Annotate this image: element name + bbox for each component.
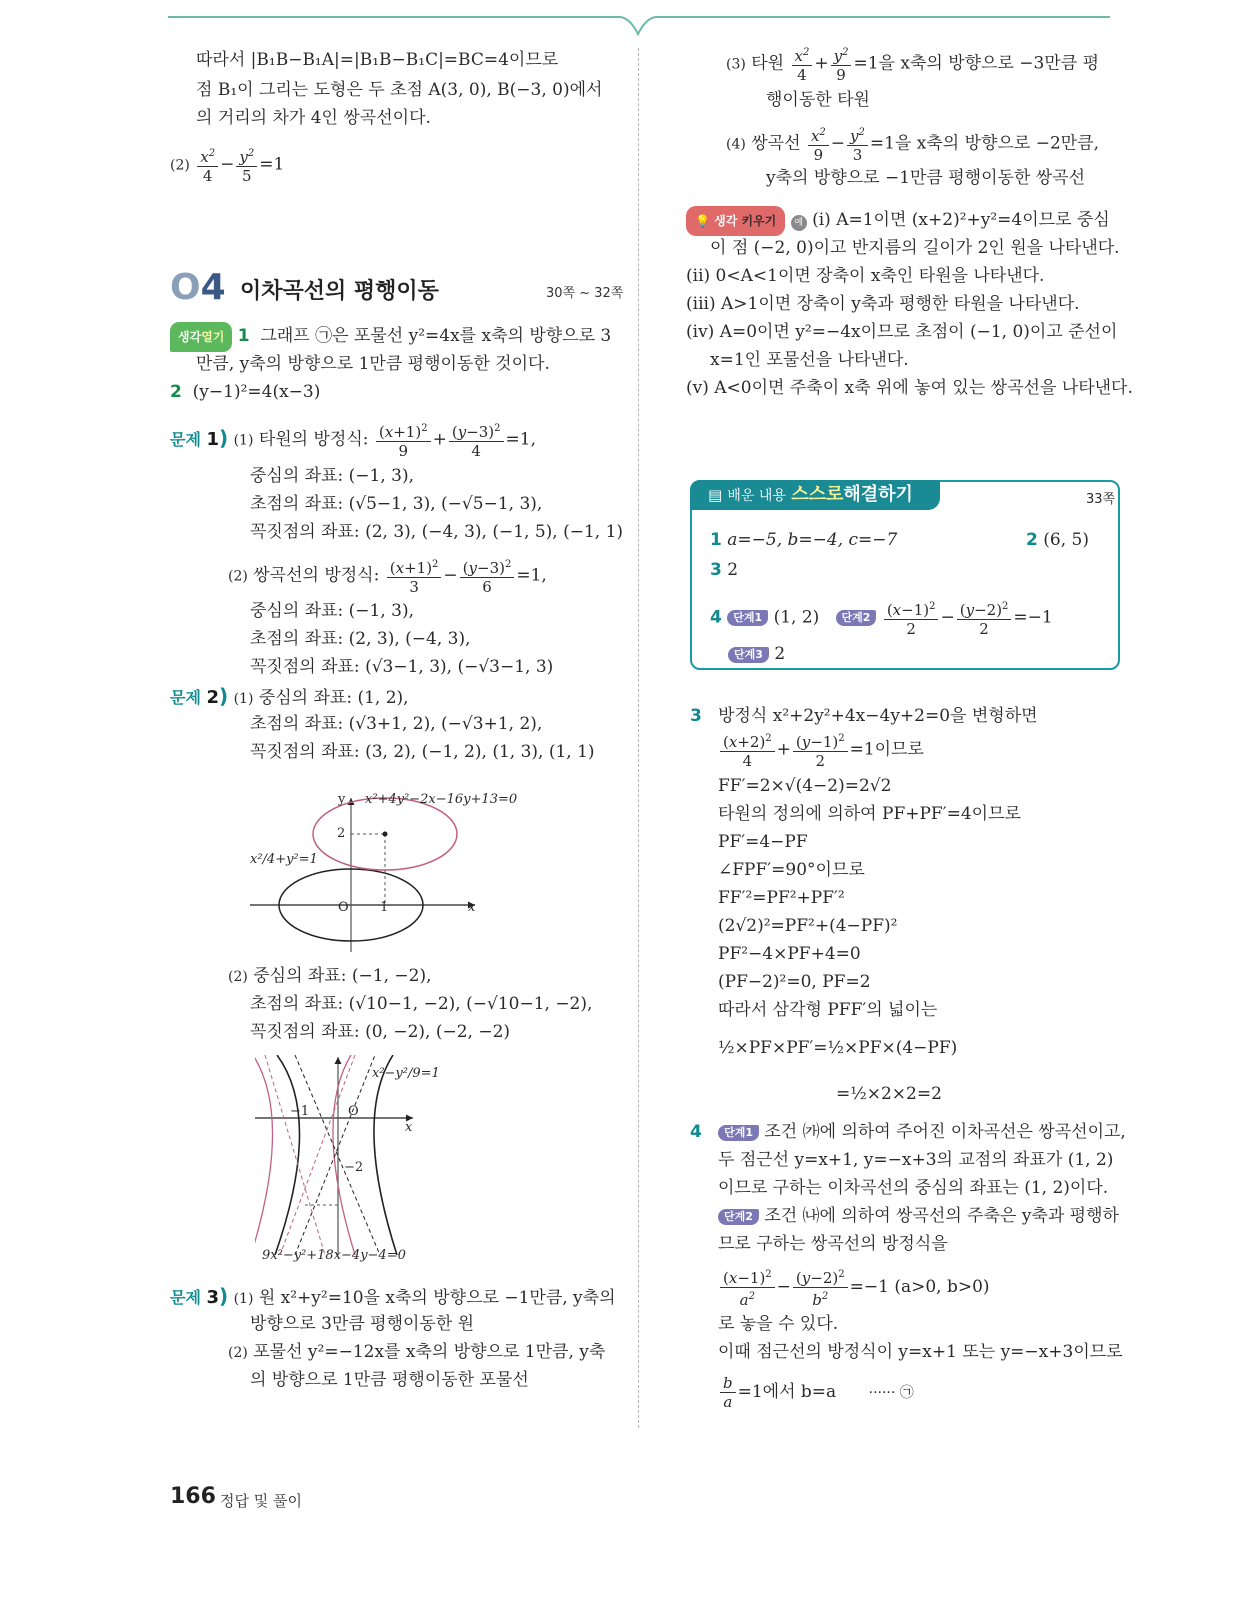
- solution-3-line-5: PF′=4−PF: [718, 832, 808, 852]
- solution-4-line-5: 므로 구하는 쌍곡선의 방정식을: [718, 1234, 948, 1254]
- problem-2-foci: 초점의 좌표: (√3+1, 2), (−√3+1, 2),: [250, 714, 543, 734]
- problem-2-2-foci: 초점의 좌표: (√10−1, −2), (−√10−1, −2),: [250, 994, 593, 1014]
- solution-3-line-13: =½×2×2=2: [836, 1084, 942, 1104]
- solution-4-step-2: 단계2 조건 ㈏에 의하여 쌍곡선의 주축은 y축과 평행하: [718, 1202, 1119, 1230]
- problem-2-vertices: 꼭짓점의 좌표: (3, 2), (−1, 2), (1, 3), (1, 1): [250, 742, 595, 762]
- problem-3-1-cont: 방향으로 3만큼 평행이동한 원: [250, 1314, 475, 1334]
- review-answer-2: 2 (6, 5): [1026, 530, 1089, 550]
- section-pages: 30쪽 ~ 32쪽: [546, 286, 624, 301]
- problem-2-2-center: (2) 중심의 좌표: (−1, −2),: [228, 966, 432, 986]
- think-grow-badge: 💡 생각 키우기: [686, 206, 785, 236]
- problem-3-1: 문제 3) (1) 원 x²+y²=10을 x축의 방향으로 −1만큼, y축의: [170, 1284, 616, 1308]
- footer-title: 정답 및 풀이: [220, 1492, 302, 1510]
- intro-line-2: 점 B₁이 그리는 도형은 두 초점 A(3, 0), B(−3, 0)에서: [196, 80, 603, 100]
- problem-1-center: 중심의 좌표: (−1, 3),: [250, 466, 414, 486]
- review-answer-1: 1 a=−5, b=−4, c=−7: [710, 530, 898, 550]
- step-3-badge: 단계3: [728, 647, 769, 663]
- graph1-curve-label-top: x²+4y²−2x−16y+13=0: [365, 792, 518, 807]
- graph2-x-axis-label: x: [405, 1120, 413, 1135]
- solution-4-line-2: 두 점근선 y=x+1, y=−x+3의 교점의 좌표가 (1, 2): [718, 1150, 1114, 1170]
- problem-3-2-cont: 의 방향으로 1만큼 평행이동한 포물선: [250, 1370, 529, 1390]
- review-box-header: ▤ 배운 내용 스스로해결하기: [690, 480, 940, 510]
- graph2-y-tick: −2: [344, 1160, 364, 1175]
- graph2-curve-label-right: x²−y²/9=1: [372, 1066, 440, 1081]
- problem-3-4: (4) 쌍곡선 $\frac{x^2}{9}$ − $\frac{y^2}{3}$ =1을 x축의 방향으로 −2만큼,: [726, 124, 1099, 164]
- solution-3-line-9: PF²−4×PF+4=0: [718, 944, 861, 964]
- problem-3-4-cont: y축의 방향으로 −1만큼 평행이동한 쌍곡선: [766, 168, 1086, 188]
- think-open-item-1: 생각열기 1 그래프 ㉠은 포물선 y²=4x를 x축의 방향으로 3: [170, 322, 611, 352]
- example-badge: 예: [791, 215, 807, 231]
- problem-1-foci: 초점의 좌표: (√5−1, 3), (−√5−1, 3),: [250, 494, 543, 514]
- problem-2-label: 문제 2): [170, 684, 229, 708]
- problem-1-eq: 문제 1) (1) 타원의 방정식: $\frac{(x+1)^2}{9}$ + $\frac{(y-3)^2}{4}$ =1,: [170, 420, 536, 460]
- step-1-badge: 단계1: [727, 610, 768, 626]
- review-answer-4: 4 단계1 (1, 2) 단계2 $\frac{(x-1)^2}{2}$ − $\frac{(y-2)^2}{2}$ =−1: [710, 598, 1053, 638]
- solution-4-line-8: 이때 점근선의 방정식이 y=x+1 또는 y=−x+3이므로: [718, 1342, 1123, 1362]
- problem-1-2-foci: 초점의 좌표: (2, 3), (−4, 3),: [250, 629, 471, 649]
- think-grow-v: (v) A<0이면 주축이 x축 위에 놓여 있는 쌍곡선을 나타낸다.: [686, 378, 1133, 398]
- think-grow-ii: (ii) 0<A<1이면 장축이 x축인 타원을 나타낸다.: [686, 266, 1045, 286]
- problem-3-3-cont: 행이동한 타원: [766, 90, 870, 110]
- graph1-y-axis-label: y: [338, 792, 346, 807]
- problem-3-2: (2) 포물선 y²=−12x를 x축의 방향으로 1만큼, y축: [228, 1342, 606, 1362]
- graph2-origin: O: [348, 1104, 359, 1119]
- solution-3-line-3: FF′=2×√(4−2)=2√2: [718, 776, 892, 796]
- book-icon: ▤: [708, 486, 723, 504]
- hyperbola-graph: [255, 1055, 475, 1255]
- problem-3-3: (3) 타원 $\frac{x^2}{4}$ + $\frac{y^2}{9}$ =1을 x축의 방향으로 −3만큼 평: [726, 44, 1099, 84]
- column-divider: [638, 48, 639, 1428]
- graph2-curve-label-bottom: 9x²−y²+18x−4y−4=0: [262, 1248, 406, 1263]
- step-1-badge: 단계1: [718, 1125, 759, 1141]
- graph1-x-axis-label: x: [468, 900, 476, 915]
- problem-1-2-center: 중심의 좌표: (−1, 3),: [250, 601, 414, 621]
- think-open-item-2: 2 (y−1)²=4(x−3): [170, 382, 321, 402]
- graph1-x-tick: 1: [380, 900, 389, 915]
- ellipse-graph: [240, 790, 540, 960]
- item-label: (2): [170, 157, 190, 174]
- solution-4-step-1: 4 단계1 조건 ㈎에 의하여 주어진 이차곡선은 쌍곡선이고,: [690, 1122, 1126, 1142]
- intro-item-2: (2) $\frac{x^2}{4}$ − $\frac{y^2}{5}$ =1: [170, 145, 284, 185]
- think-grow-iii: (iii) A>1이면 장축이 y축과 평행한 타원을 나타낸다.: [686, 294, 1080, 314]
- intro-line-1: 따라서 |B₁B−B₁A|=|B₁B−B₁C|=BC=4이므로: [196, 50, 559, 70]
- review-answer-3: 3 2: [710, 560, 739, 580]
- page-number: 166: [170, 1484, 216, 1509]
- problem-2-2-vertices: 꼭짓점의 좌표: (0, −2), (−2, −2): [250, 1022, 511, 1042]
- solution-3-line-11: 따라서 삼각형 PFF′의 넓이는: [718, 1000, 938, 1020]
- think-open-item-1-cont: 만큼, y축의 방향으로 1만큼 평행이동한 것이다.: [196, 354, 550, 374]
- think-grow-i-cont: 이 점 (−2, 0)이고 반지름의 길이가 2인 원을 나타낸다.: [710, 238, 1120, 258]
- solution-3-line-7: FF′²=PF²+PF′²: [718, 888, 845, 908]
- intro-line-3: 의 거리의 차가 4인 쌍곡선이다.: [196, 108, 431, 128]
- think-grow-i: 💡 생각 키우기 예 (i) A=1이면 (x+2)²+y²=4이므로 중심: [686, 206, 1110, 236]
- problem-1-label: 문제 1): [170, 425, 229, 450]
- think-open-badge: 생각열기: [170, 322, 232, 352]
- solution-4-line-6: $\frac{(x-1)^2}{a^2}$ − $\frac{(y-2)^2}{b^2}$ =−1 (a>0, b>0): [718, 1266, 990, 1309]
- header-rule: [160, 10, 1120, 40]
- section-title: 이차곡선의 평행이동: [240, 279, 439, 304]
- problem-2-center: 문제 2) (1) 중심의 좌표: (1, 2),: [170, 684, 409, 708]
- solution-4-line-7: 로 놓을 수 있다.: [718, 1314, 839, 1334]
- review-answer-4-step3: 단계3 2: [728, 640, 785, 668]
- step-2-badge: 단계2: [718, 1209, 759, 1225]
- solution-3-line-8: (2√2)²=PF²+(4−PF)²: [718, 916, 898, 936]
- solution-3-line-1: 3 방정식 x²+2y²+4x−4y+2=0을 변형하면: [690, 706, 1038, 726]
- think-grow-iv: (iv) A=0이면 y²=−4x이므로 초점이 (−1, 0)이고 준선이: [686, 322, 1118, 342]
- think-grow-iv-cont: x=1인 포물선을 나타낸다.: [710, 350, 909, 370]
- graph1-curve-label-left: x²/4+y²=1: [250, 852, 318, 867]
- problem-1-vertices: 꼭짓점의 좌표: (2, 3), (−4, 3), (−1, 5), (−1, 1): [250, 522, 624, 542]
- solution-3-line-6: ∠FPF′=90°이므로: [718, 860, 865, 880]
- solution-4-line-3: 이므로 구하는 이차곡선의 중심의 좌표는 (1, 2)이다.: [718, 1178, 1109, 1198]
- solution-3-line-10: (PF−2)²=0, PF=2: [718, 972, 871, 992]
- problem-1-2-eq: (2) 쌍곡선의 방정식: $\frac{(x+1)^2}{3}$ − $\frac{(y-3)^2}{6}$ =1,: [228, 556, 547, 596]
- step-2-badge: 단계2: [836, 610, 877, 626]
- solution-3-line-2: $\frac{(x+2)^2}{4}$ + $\frac{(y-1)^2}{2}$ =1이므로: [718, 730, 924, 770]
- problem-1-2-vertices: 꼭짓점의 좌표: (√3−1, 3), (−√3−1, 3): [250, 657, 554, 677]
- solution-4-line-9: $\frac{b}{a}$ =1에서 b=a ······ ㉠: [718, 1374, 914, 1411]
- graph1-y-tick: 2: [337, 826, 346, 841]
- review-box-page: 33쪽: [1086, 492, 1116, 507]
- graph1-origin: O: [338, 900, 349, 915]
- section-number: O4: [170, 267, 226, 308]
- graph2-x-tick: −1: [290, 1104, 310, 1119]
- solution-3-line-4: 타원의 정의에 의하여 PF+PF′=4이므로: [718, 804, 1021, 824]
- problem-3-label: 문제 3): [170, 1284, 229, 1308]
- solution-3-line-12: ½×PF×PF′=½×PF×(4−PF): [718, 1038, 958, 1058]
